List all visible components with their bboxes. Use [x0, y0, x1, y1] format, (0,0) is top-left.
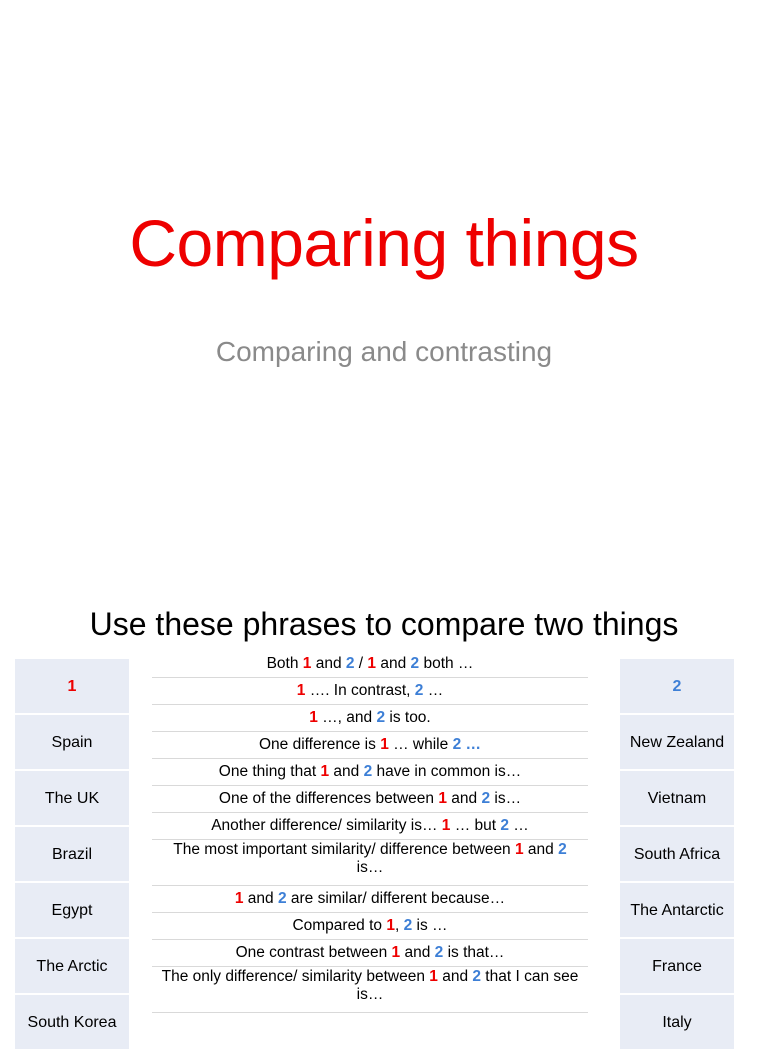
thing-one-marker: 1 — [234, 890, 244, 907]
left-column-header: 1 — [15, 659, 129, 713]
thing-two-marker: 2 — [345, 655, 355, 672]
phrase-row — [152, 967, 588, 1013]
thing-two-marker: 2 — [500, 817, 509, 834]
thing-one-marker: 1 — [515, 841, 524, 858]
phrase-row — [152, 759, 588, 786]
phrase-text: and — [437, 968, 473, 985]
phrase-text: is … — [412, 917, 448, 934]
thing-two-marker: 2 — [277, 890, 287, 907]
right-cell: Italy — [620, 995, 734, 1049]
thing-two-marker: 2 — [376, 709, 386, 726]
phrase-row — [152, 886, 588, 913]
phrases-heading: Use these phrases to compare two things — [89, 606, 679, 642]
thing-two-marker: 2 … — [452, 736, 481, 753]
thing-one-marker: 1 — [429, 968, 438, 985]
slide-subtitle: Comparing and contrasting — [215, 336, 553, 367]
right-column — [620, 659, 734, 1051]
phrase-row — [152, 651, 588, 678]
phrase-text: and — [446, 790, 482, 807]
phrase-text: and — [311, 655, 346, 672]
phrase-text: … but — [450, 817, 501, 834]
phrase-text: and — [376, 655, 411, 672]
thing-one-marker: 1 — [302, 655, 312, 672]
left-cell: The UK — [15, 771, 129, 825]
phrase-text: One contrast between — [235, 944, 392, 961]
thing-one-marker: 1 — [296, 682, 306, 699]
left-cell: The Arctic — [15, 939, 129, 993]
phrase-text: is too. — [385, 709, 431, 726]
thing-one-marker: 1 — [386, 917, 395, 934]
phrase-text: , — [394, 917, 404, 934]
phrase-text: … — [423, 682, 444, 699]
left-cell: Spain — [15, 715, 129, 769]
phrase-text: is… — [490, 790, 522, 807]
thing-one-marker: 1 — [309, 709, 318, 726]
phrase-text: One thing that — [218, 763, 321, 780]
phrase-text: The most important similarity/ difference between — [173, 841, 515, 858]
thing-two-marker: 2 — [472, 968, 481, 985]
phrase-row — [152, 705, 588, 732]
right-cell: South Africa — [620, 827, 734, 881]
thing-two-marker: 2 — [403, 917, 413, 934]
phrase-row — [152, 786, 588, 813]
phrase-text: Compared to — [292, 917, 387, 934]
phrase-text: both … — [419, 655, 474, 672]
right-cell: France — [620, 939, 734, 993]
slide-title: Comparing things — [129, 206, 639, 280]
phrase-text: is that… — [443, 944, 505, 961]
thing-two-marker: 2 — [481, 790, 491, 807]
phrase-text: are similar/ different because… — [286, 890, 506, 907]
phrase-text: and — [523, 841, 559, 858]
phrase-text: have in common is… — [372, 763, 522, 780]
phrase-row — [152, 732, 588, 759]
right-cell: The Antarctic — [620, 883, 734, 937]
phrase-row — [152, 813, 588, 840]
phrase-row — [152, 840, 588, 886]
phrase-list — [152, 651, 588, 1013]
thing-one-marker: 1 — [380, 736, 389, 753]
left-column — [15, 659, 129, 1051]
thing-one-marker: 1 — [391, 944, 401, 961]
thing-two-marker: 2 — [363, 763, 373, 780]
right-cell: New Zealand — [620, 715, 734, 769]
phrase-text: One of the differences between — [218, 790, 439, 807]
thing-two-marker: 2 — [558, 841, 567, 858]
phrase-text: and — [329, 763, 364, 780]
right-cell: Vietnam — [620, 771, 734, 825]
thing-one-marker: 1 — [367, 655, 377, 672]
thing-two-marker: 2 — [410, 655, 420, 672]
left-cell: South Korea — [15, 995, 129, 1049]
thing-two-marker: 2 — [434, 944, 444, 961]
thing-two-marker: 2 — [414, 682, 424, 699]
right-column-header: 2 — [620, 659, 734, 713]
left-cell: Egypt — [15, 883, 129, 937]
phrase-text: One difference is — [258, 736, 381, 753]
left-cell: Brazil — [15, 827, 129, 881]
phrase-text: / — [354, 655, 368, 672]
phrase-text: is… — [356, 859, 384, 876]
phrase-text: Another difference/ similarity is… — [211, 817, 442, 834]
phrase-text: and — [400, 944, 435, 961]
phrase-text: … while — [388, 736, 453, 753]
thing-one-marker: 1 — [320, 763, 330, 780]
thing-one-marker: 1 — [441, 817, 451, 834]
phrase-row — [152, 913, 588, 940]
phrase-text: that I can see is… — [356, 968, 579, 1003]
phrase-row — [152, 940, 588, 967]
thing-one-marker: 1 — [438, 790, 447, 807]
phrase-text: Both — [266, 655, 303, 672]
phrase-text: … — [508, 817, 529, 834]
phrase-text: The only difference/ similarity between — [161, 968, 430, 985]
phrase-text: …, and — [317, 709, 377, 726]
phrase-row — [152, 678, 588, 705]
phrase-text: …. In contrast, — [305, 682, 415, 699]
phrase-text: and — [243, 890, 278, 907]
